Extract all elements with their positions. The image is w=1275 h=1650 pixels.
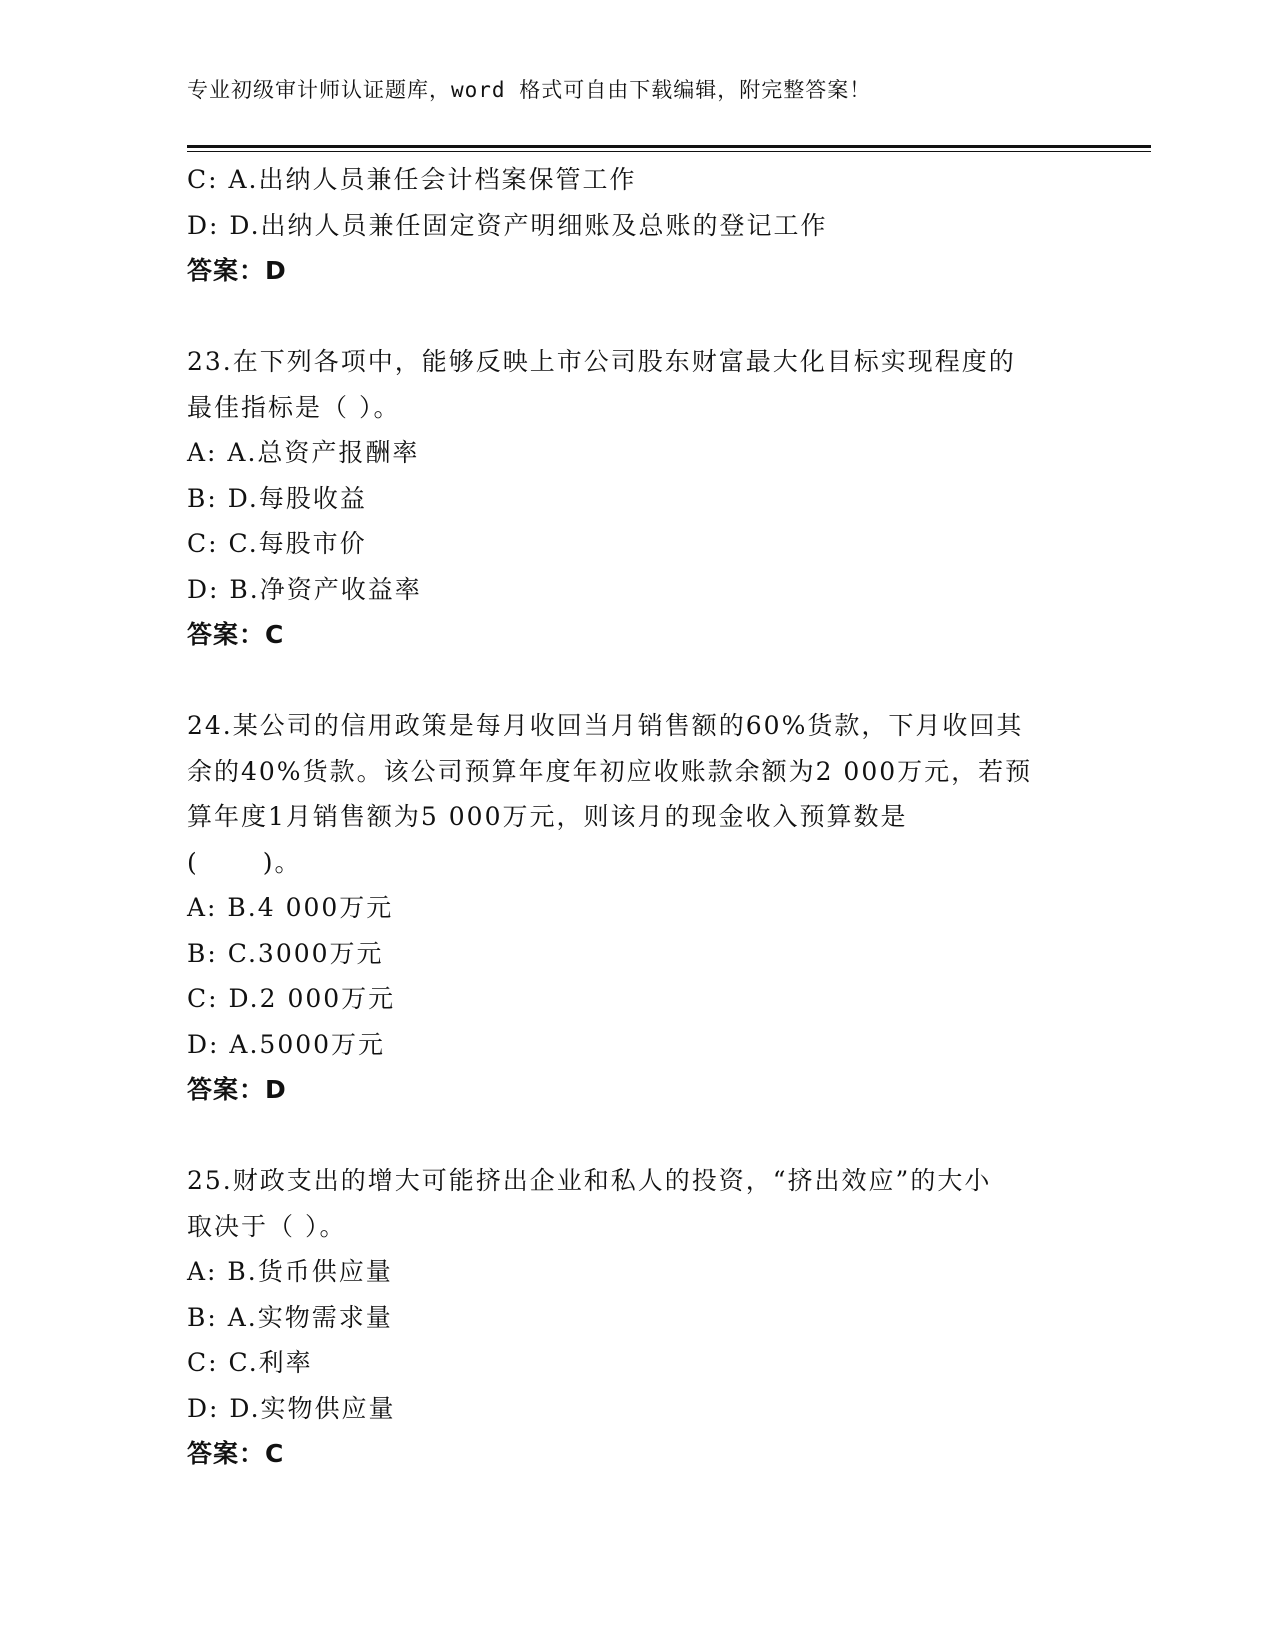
answer-line: 答案：D bbox=[187, 1075, 287, 1104]
option-line: A: A.总资产报酬率 bbox=[187, 438, 420, 467]
option-line: B: D.每股收益 bbox=[187, 483, 367, 513]
question-content bbox=[187, 157, 1087, 1477]
option-line: C: D.2 000万元 bbox=[187, 984, 396, 1013]
question-22-remainder bbox=[187, 157, 1087, 294]
question-stem-line: ( )。 bbox=[187, 847, 302, 877]
option-line: A: B.货币供应量 bbox=[187, 1257, 393, 1286]
spacer bbox=[187, 294, 1087, 340]
header-rule-thick bbox=[187, 145, 1151, 148]
question-stem-line: 25.财政支出的增大可能挤出企业和私人的投资，“挤出效应”的大小 bbox=[187, 1166, 992, 1195]
question-stem-line: 算年度1月销售额为5 000万元，则该月的现金收入预算数是 bbox=[187, 802, 908, 831]
option-line: C: C.每股市价 bbox=[187, 529, 367, 558]
header-rule-thin bbox=[187, 151, 1151, 152]
question-stem-line: 最佳指标是（ ）。 bbox=[187, 392, 401, 422]
option-line: D: D.出纳人员兼任固定资产明细账及总账的登记工作 bbox=[187, 210, 828, 240]
question-stem-line: 23.在下列各项中，能够反映上市公司股东财富最大化目标实现程度的 bbox=[187, 347, 1016, 376]
answer-line: 答案：C bbox=[187, 620, 285, 649]
option-line: B: C.3000万元 bbox=[187, 938, 384, 968]
question-stem-line: 取决于（ ）。 bbox=[187, 1211, 347, 1241]
question-24 bbox=[187, 703, 1087, 1113]
answer-line: 答案：C bbox=[187, 1439, 285, 1468]
document-header: 专业初级审计师认证题库，word 格式可自由下载编辑，附完整答案！ bbox=[187, 78, 872, 102]
option-line: D: B.净资产收益率 bbox=[187, 574, 422, 604]
answer-line: 答案：D bbox=[187, 256, 287, 285]
question-stem-line: 24.某公司的信用政策是每月收回当月销售额的60%货款，下月收回其 bbox=[187, 711, 1024, 740]
question-25 bbox=[187, 1158, 1087, 1477]
option-line: B: A.实物需求量 bbox=[187, 1302, 393, 1332]
spacer bbox=[187, 1113, 1087, 1159]
option-line: C: C.利率 bbox=[187, 1348, 313, 1377]
question-stem-line: 余的40%货款。该公司预算年度年初应收账款余额为2 000万元，若预 bbox=[187, 756, 1033, 786]
option-line: D: D.实物供应量 bbox=[187, 1393, 396, 1423]
option-line: C: A.出纳人员兼任会计档案保管工作 bbox=[187, 165, 637, 194]
option-line: A: B.4 000万元 bbox=[187, 893, 394, 922]
spacer bbox=[187, 658, 1087, 704]
option-line: D: A.5000万元 bbox=[187, 1029, 386, 1059]
question-23 bbox=[187, 339, 1087, 658]
